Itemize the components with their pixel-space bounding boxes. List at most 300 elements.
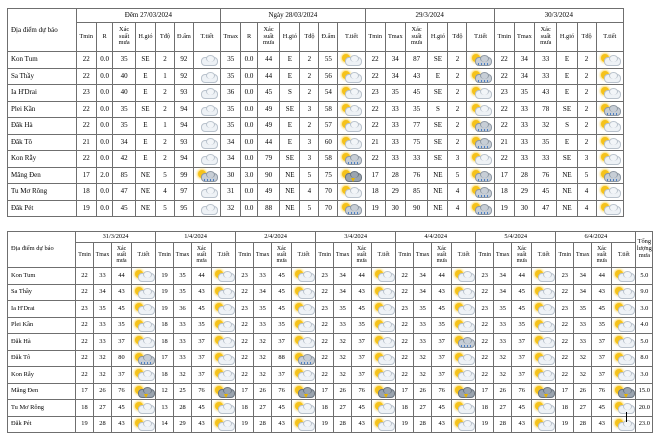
value-cell: 43 <box>192 416 212 433</box>
value-cell: 26 <box>414 383 432 400</box>
value-cell: 22 <box>76 367 94 384</box>
table-row <box>8 184 624 201</box>
sun-cloud-icon <box>614 320 634 331</box>
value-cell: 43 <box>592 416 612 433</box>
sun-cloud-icon <box>614 287 634 298</box>
value-cell: 32 <box>221 200 241 217</box>
value-cell: 19 <box>365 200 385 217</box>
value-cell: NE <box>280 184 300 201</box>
value-cell: 37 <box>512 334 532 351</box>
location-name: Kon Tum <box>8 52 77 69</box>
sun-cloud-icon <box>454 353 474 364</box>
value-cell: 76 <box>405 167 428 184</box>
value-cell: 31 <box>221 184 241 201</box>
value-cell: 35 <box>272 317 292 334</box>
value-cell: 14 <box>156 416 174 433</box>
value-cell: 22 <box>494 52 514 69</box>
value-cell: 28 <box>574 416 592 433</box>
value-cell: 2 <box>448 68 467 85</box>
value-cell: 22 <box>556 367 574 384</box>
weather-cell <box>212 350 236 367</box>
value-cell: 35 <box>432 317 452 334</box>
value-cell: 17 <box>556 383 574 400</box>
value-cell: 37 <box>352 367 372 384</box>
day-header: 2/4/2024 <box>236 232 316 243</box>
value-cell: 77 <box>405 118 428 135</box>
value-cell: 35 <box>221 68 241 85</box>
value-cell: 35 <box>221 118 241 135</box>
value-cell: 34 <box>414 268 432 285</box>
column-header: R <box>96 23 113 52</box>
value-cell: E <box>557 134 577 151</box>
value-cell: 19 <box>76 200 96 217</box>
value-cell: 2 <box>448 101 467 118</box>
rain-cloud-icon <box>294 353 314 364</box>
sun-cloud-icon <box>341 120 361 131</box>
weather-cell <box>292 350 316 367</box>
value-cell: 33 <box>574 317 592 334</box>
value-cell: 3 <box>300 101 319 118</box>
sun-cloud-icon <box>134 336 154 347</box>
sun-cloud-icon <box>534 287 554 298</box>
forecast-table-long-range <box>7 231 653 433</box>
weather-cell <box>338 134 365 151</box>
value-cell: 35 <box>254 301 272 318</box>
weather-cell <box>372 350 396 367</box>
value-cell: 35 <box>574 301 592 318</box>
value-cell: 45 <box>512 400 532 417</box>
weather-cell <box>193 101 220 118</box>
value-cell: 79 <box>257 151 280 168</box>
value-cell: 18 <box>156 317 174 334</box>
value-cell: 28 <box>414 416 432 433</box>
weather-cell <box>292 367 316 384</box>
sun-cloud-icon <box>341 87 361 98</box>
sun-cloud-icon <box>374 336 394 347</box>
value-cell: 23 <box>316 301 334 318</box>
weather-cell <box>132 367 156 384</box>
value-cell: 45 <box>592 301 612 318</box>
value-cell: 32 <box>494 367 512 384</box>
value-cell: 92 <box>174 68 193 85</box>
value-cell: 44 <box>257 52 280 69</box>
rain-cloud-icon <box>134 353 154 364</box>
value-cell: 17 <box>236 383 254 400</box>
value-cell: 85 <box>113 167 136 184</box>
weather-cell <box>212 317 236 334</box>
value-cell: 29 <box>514 184 534 201</box>
value-cell: 43 <box>352 416 372 433</box>
sun-cloud-icon <box>134 270 154 281</box>
value-cell: S <box>557 118 577 135</box>
value-cell: 0.0 <box>241 151 258 168</box>
sun-cloud-icon <box>534 336 554 347</box>
value-cell: 40 <box>113 85 136 102</box>
column-header: T.tiết <box>292 243 316 268</box>
value-cell: 5 <box>300 167 319 184</box>
column-header: H.gió <box>280 23 300 52</box>
table-row <box>8 101 624 118</box>
value-cell: 22 <box>476 284 494 301</box>
value-cell: 27 <box>494 400 512 417</box>
sun-cloud-icon <box>134 369 154 380</box>
value-cell: 0.0 <box>96 151 113 168</box>
sun-cloud-icon <box>600 54 620 65</box>
weather-cell <box>596 118 623 135</box>
weather-cell <box>338 68 365 85</box>
weather-cell <box>193 118 220 135</box>
sun-cloud-icon <box>454 369 474 380</box>
value-cell: 0.0 <box>96 101 113 118</box>
sun-cloud-icon <box>134 402 154 413</box>
value-cell: 28 <box>94 416 112 433</box>
weather-cell <box>612 301 636 318</box>
value-cell: 4 <box>156 184 175 201</box>
sun-cloud-icon <box>134 303 154 314</box>
value-cell: 2 <box>300 68 319 85</box>
value-cell: 35 <box>221 101 241 118</box>
cloudy-icon <box>197 120 217 131</box>
thunderstorm-icon <box>454 386 474 397</box>
value-cell: 33 <box>334 317 352 334</box>
weather-cell <box>596 68 623 85</box>
value-cell: 23 <box>476 268 494 285</box>
value-cell: 22 <box>316 334 334 351</box>
value-cell: NE <box>557 200 577 217</box>
rain-cloud-icon <box>471 120 491 131</box>
value-cell: 2 <box>300 118 319 135</box>
column-header: Xác suất mưa <box>112 243 132 268</box>
value-cell: E <box>135 118 155 135</box>
value-cell: 32 <box>254 350 272 367</box>
value-cell: 37 <box>352 334 372 351</box>
thunderstorm-icon <box>214 386 234 397</box>
value-cell: 18 <box>476 400 494 417</box>
column-header: T.tiết <box>372 243 396 268</box>
weather-cell <box>612 284 636 301</box>
value-cell: 32 <box>574 367 592 384</box>
thunderstorm-icon <box>134 386 154 397</box>
value-cell: E <box>280 52 300 69</box>
value-cell: E <box>280 134 300 151</box>
sun-cloud-icon <box>214 287 234 298</box>
weather-cell <box>338 167 365 184</box>
weather-cell <box>372 367 396 384</box>
value-cell: 90 <box>257 167 280 184</box>
column-header: T.tiết <box>596 23 623 52</box>
value-cell: 35 <box>174 268 192 285</box>
sun-cloud-icon <box>341 137 361 148</box>
value-cell: 0.0 <box>241 68 258 85</box>
weather-cell <box>212 268 236 285</box>
value-cell: 5 <box>577 167 596 184</box>
value-cell: 33 <box>494 317 512 334</box>
weather-cell <box>372 400 396 417</box>
weather-cell <box>193 200 220 217</box>
value-cell: 33 <box>385 101 405 118</box>
value-cell: 76 <box>512 383 532 400</box>
total-rain-cell: 20.0 <box>636 400 653 417</box>
weather-cell <box>292 334 316 351</box>
weather-cell <box>292 317 316 334</box>
weather-cell <box>212 334 236 351</box>
value-cell: SE <box>135 101 155 118</box>
value-cell: 95 <box>174 200 193 217</box>
value-cell: 22 <box>476 350 494 367</box>
value-cell: 34 <box>94 284 112 301</box>
table-row <box>8 284 653 301</box>
value-cell: 76 <box>192 383 212 400</box>
value-cell: 28 <box>514 167 534 184</box>
value-cell: 29 <box>174 416 192 433</box>
value-cell: 30 <box>221 167 241 184</box>
location-name: Plei Kần <box>8 317 76 334</box>
thunderstorm-icon <box>374 386 394 397</box>
value-cell: NE <box>428 200 448 217</box>
period-header: Đêm 27/03/2024 <box>76 9 220 23</box>
value-cell: 22 <box>494 151 514 168</box>
weather-cell <box>596 101 623 118</box>
weather-cell <box>467 85 494 102</box>
column-header: Xác suất mưa <box>352 243 372 268</box>
value-cell: 23 <box>76 85 96 102</box>
location-name: Măng Đen <box>8 167 77 184</box>
value-cell: 47 <box>113 184 136 201</box>
value-cell: 44 <box>352 268 372 285</box>
total-rain-header: Tổng lượng mưa <box>636 232 653 268</box>
weather-cell <box>452 284 476 301</box>
value-cell: 22 <box>556 350 574 367</box>
table-row <box>8 350 653 367</box>
value-cell: 43 <box>432 416 452 433</box>
value-cell: 22 <box>316 367 334 384</box>
value-cell: 93 <box>174 134 193 151</box>
period-header: 30/3/2024 <box>494 9 623 23</box>
weather-cell <box>452 334 476 351</box>
weather-cell <box>612 383 636 400</box>
sun-cloud-icon <box>134 419 154 430</box>
forecast-table-short-range <box>7 8 624 217</box>
sun-cloud-icon <box>534 419 554 430</box>
value-cell: 18 <box>316 400 334 417</box>
weather-cell <box>612 350 636 367</box>
value-cell: 2 <box>156 52 175 69</box>
value-cell: 2 <box>448 85 467 102</box>
value-cell: SE <box>557 101 577 118</box>
value-cell: 44 <box>432 268 452 285</box>
value-cell: NE <box>557 184 577 201</box>
value-cell: 32 <box>494 350 512 367</box>
value-cell: NE <box>135 167 155 184</box>
value-cell: 2 <box>300 52 319 69</box>
column-header: T.tiết <box>532 243 556 268</box>
value-cell: 34 <box>514 68 534 85</box>
sun-cloud-icon <box>374 287 394 298</box>
value-cell: 32 <box>414 367 432 384</box>
value-cell: 23 <box>556 301 574 318</box>
value-cell: 0.0 <box>96 184 113 201</box>
weather-cell <box>372 383 396 400</box>
sun-cloud-icon <box>534 402 554 413</box>
value-cell: 76 <box>352 383 372 400</box>
column-header: T.tiết <box>612 243 636 268</box>
value-cell: 33 <box>405 151 428 168</box>
value-cell: 37 <box>512 350 532 367</box>
weather-cell <box>596 85 623 102</box>
value-cell: 34 <box>113 134 136 151</box>
value-cell: 45 <box>534 184 557 201</box>
value-cell: 30 <box>385 200 405 217</box>
value-cell: 45 <box>352 301 372 318</box>
weather-cell <box>212 383 236 400</box>
weather-cell <box>193 134 220 151</box>
column-header: Tmin <box>494 23 514 52</box>
total-rain-cell: 15.0 <box>636 383 653 400</box>
weather-cell <box>612 416 636 433</box>
value-cell: 2 <box>448 52 467 69</box>
value-cell: 33 <box>514 134 534 151</box>
value-cell: 33 <box>385 134 405 151</box>
value-cell: 18 <box>76 184 96 201</box>
value-cell: 18 <box>365 184 385 201</box>
value-cell: 0.0 <box>241 101 258 118</box>
value-cell: 22 <box>396 284 414 301</box>
weather-cell <box>132 284 156 301</box>
value-cell: 32 <box>414 350 432 367</box>
column-header: Tmin <box>396 243 414 268</box>
weather-cell <box>612 268 636 285</box>
value-cell: 45 <box>352 400 372 417</box>
sun-cloud-icon <box>534 303 554 314</box>
value-cell: 2 <box>577 118 596 135</box>
value-cell: 35 <box>405 101 428 118</box>
value-cell: 43 <box>112 416 132 433</box>
value-cell: 37 <box>192 334 212 351</box>
value-cell: 37 <box>592 334 612 351</box>
weather-cell <box>193 167 220 184</box>
weather-cell <box>467 101 494 118</box>
column-header: Xác suất mưa <box>432 243 452 268</box>
value-cell: 37 <box>272 367 292 384</box>
value-cell: 32 <box>334 334 352 351</box>
rain-cloud-icon <box>341 153 361 164</box>
value-cell: 33 <box>574 334 592 351</box>
sun-cloud-icon <box>534 270 554 281</box>
value-cell: 45 <box>192 400 212 417</box>
value-cell: 43 <box>592 284 612 301</box>
value-cell: SE <box>557 151 577 168</box>
weather-cell <box>596 52 623 69</box>
weather-cell <box>292 301 316 318</box>
weather-cell <box>132 334 156 351</box>
weather-cell <box>193 85 220 102</box>
column-header: Đ.ẩm <box>174 23 193 52</box>
value-cell: NE <box>428 184 448 201</box>
table-row <box>8 301 653 318</box>
value-cell: 0.0 <box>96 85 113 102</box>
weather-cell <box>372 301 396 318</box>
sun-cloud-icon <box>600 120 620 131</box>
value-cell: NE <box>557 167 577 184</box>
value-cell: 18 <box>556 400 574 417</box>
value-cell: NE <box>280 167 300 184</box>
value-cell: 33 <box>534 52 557 69</box>
weather-cell <box>612 400 636 417</box>
value-cell: 35 <box>534 134 557 151</box>
weather-cell <box>372 268 396 285</box>
sun-cloud-icon <box>600 71 620 82</box>
weather-cell <box>596 134 623 151</box>
sun-cloud-icon <box>534 353 554 364</box>
value-cell: 37 <box>272 334 292 351</box>
column-header: Tmin <box>365 23 385 52</box>
value-cell: 33 <box>254 268 272 285</box>
value-cell: 0.0 <box>96 118 113 135</box>
sun-cloud-icon <box>294 336 314 347</box>
value-cell: 37 <box>192 367 212 384</box>
value-cell: 22 <box>396 367 414 384</box>
weather-cell <box>596 167 623 184</box>
table-row <box>8 367 653 384</box>
corner-header: Địa điểm dự báo <box>8 9 77 52</box>
value-cell: 22 <box>236 317 254 334</box>
sun-cloud-icon <box>614 336 634 347</box>
sun-cloud-icon <box>341 104 361 115</box>
value-cell: E <box>557 68 577 85</box>
sun-cloud-icon <box>214 419 234 430</box>
value-cell: 35 <box>512 317 532 334</box>
column-header: Tđộ <box>577 23 596 52</box>
column-header: H.gió <box>135 23 155 52</box>
value-cell: 97 <box>174 184 193 201</box>
weather-cell <box>532 383 556 400</box>
weather-cell <box>212 416 236 433</box>
value-cell: 22 <box>494 68 514 85</box>
value-cell: 33 <box>94 334 112 351</box>
value-cell: 26 <box>494 383 512 400</box>
value-cell: 22 <box>494 101 514 118</box>
value-cell: 32 <box>94 367 112 384</box>
value-cell: 2 <box>577 52 596 69</box>
sun-cloud-icon <box>374 353 394 364</box>
value-cell: 44 <box>112 268 132 285</box>
value-cell: SE <box>428 151 448 168</box>
value-cell: 94 <box>174 101 193 118</box>
value-cell: 35 <box>592 317 612 334</box>
weather-cell <box>338 184 365 201</box>
sun-cloud-icon <box>534 369 554 380</box>
value-cell: 35 <box>174 284 192 301</box>
sun-cloud-icon <box>294 419 314 430</box>
cloudy-icon <box>197 71 217 82</box>
value-cell: 2 <box>577 101 596 118</box>
rain-cloud-icon <box>471 186 491 197</box>
value-cell: 22 <box>236 367 254 384</box>
value-cell: 27 <box>574 400 592 417</box>
rain-cloud-icon <box>471 170 491 181</box>
sun-cloud-icon <box>214 336 234 347</box>
value-cell: 33 <box>534 151 557 168</box>
value-cell: 33 <box>174 317 192 334</box>
value-cell: 44 <box>257 134 280 151</box>
sun-cloud-icon <box>471 153 491 164</box>
weather-cell <box>612 334 636 351</box>
value-cell: NE <box>135 184 155 201</box>
location-name: Kon Rẫy <box>8 367 76 384</box>
sun-cloud-icon <box>374 303 394 314</box>
value-cell: 23 <box>76 301 94 318</box>
value-cell: 33 <box>385 151 405 168</box>
